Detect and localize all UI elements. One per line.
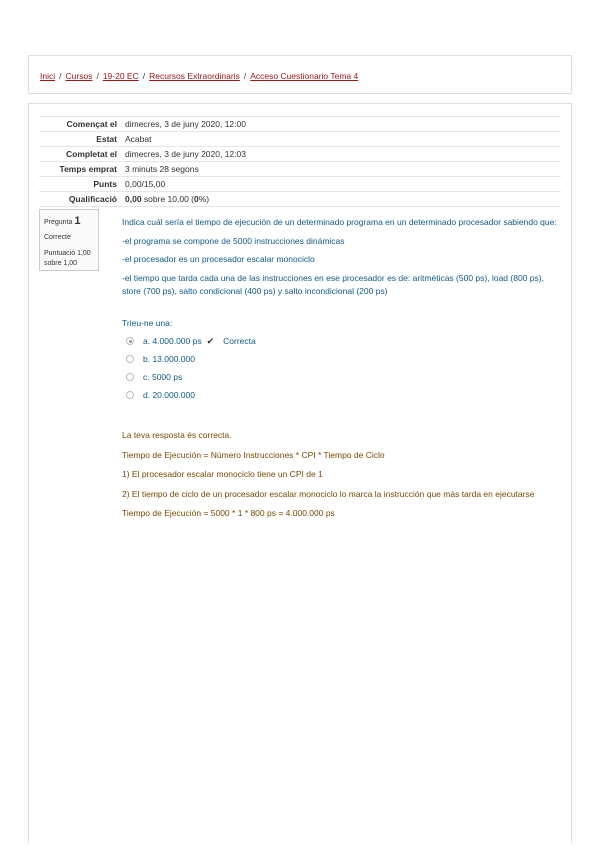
- answer-options: [122, 318, 562, 404]
- answer-option-b[interactable]: [122, 350, 562, 368]
- breadcrumb-courses-link[interactable]: Cursos: [65, 71, 93, 81]
- feedback-line: Tiempo de Ejecución = 5000 * 1 * 800 ps = 4.000.000 ps: [122, 508, 335, 519]
- answer-option-c[interactable]: [122, 368, 562, 386]
- summary-row-grade: [39, 192, 561, 207]
- summary-label: Començat el: [66, 119, 117, 129]
- summary-value: dimecres, 3 de juny 2020, 12:00: [125, 119, 246, 129]
- answer-prompt: Trieu-ne una:: [122, 318, 173, 328]
- breadcrumb-separator: /: [243, 71, 247, 81]
- question-number: [44, 214, 94, 229]
- question-number-value: 1: [74, 215, 81, 227]
- summary-value: 0,00/15,00: [125, 179, 166, 189]
- answer-option-label: a. 4.000.000 ps: [143, 336, 202, 346]
- answer-option-d[interactable]: [122, 386, 562, 404]
- question-paragraph: Indica cuál sería el tiempo de ejecución de un determinado programa en un determinado procesador sabiendo que:: [122, 217, 557, 227]
- summary-label: Completat el: [65, 149, 117, 159]
- feedback-line: Tiempo de Ejecución = Número Instrucciones * CPI * Tiempo de Ciclo: [122, 449, 385, 460]
- summary-label: Temps emprat: [59, 164, 117, 174]
- summary-row-time-taken: [39, 162, 561, 177]
- question-state: Correcte: [44, 234, 71, 242]
- question-mark: Puntuació 1,00 sobre 1,00: [44, 250, 91, 267]
- summary-value: 3 minuts 28 segons: [125, 164, 199, 174]
- answer-option-label: b. 13.000.000: [143, 354, 195, 364]
- grade-percent-suffix: %): [198, 194, 210, 204]
- feedback-line: 2) El tiempo de ciclo de un procesador escalar monociclo lo marca la instrucción que más tarda en ejecutarse: [122, 488, 535, 499]
- answer-option-label: c. 5000 ps: [143, 372, 183, 382]
- breadcrumb-section-link[interactable]: Recursos Extraordinaris: [149, 71, 240, 81]
- summary-row-state: [39, 132, 561, 147]
- grade-value: [121, 192, 561, 207]
- feedback-line: 1) El procesador escalar monociclo tiene un CPI de 1: [122, 469, 323, 480]
- question-info-box: [39, 209, 99, 271]
- answer-option-label: d. 20.000.000: [143, 390, 195, 400]
- grade-score: 0,00: [125, 194, 142, 204]
- question-paragraph: -el tiempo que tarda cada una de las instrucciones en ese procesador es de: aritméticas (500 ps), load (800 ps), store (700 ps), salto condicional (400 ps) y salto incondicional (200 ps): [122, 272, 544, 297]
- grade-percent: 0: [194, 194, 199, 204]
- attempt-summary-table: [39, 116, 561, 207]
- radio-selected[interactable]: [126, 337, 134, 345]
- summary-value: Acabat: [125, 134, 152, 144]
- summary-label: Qualificació: [68, 194, 117, 204]
- feedback-line: La teva resposta és correcta.: [122, 430, 232, 440]
- answer-option-a[interactable]: [122, 332, 562, 350]
- breadcrumb-home-link[interactable]: Inici: [40, 71, 56, 81]
- question-text: [122, 216, 562, 304]
- summary-row-marks: [39, 177, 561, 192]
- radio-button[interactable]: [126, 355, 134, 363]
- breadcrumb-container: [28, 55, 572, 94]
- question-paragraph: -el programa se compone de 5000 instrucciones dinámicas: [122, 235, 345, 246]
- answer-feedback: [122, 429, 562, 527]
- quiz-review-region: [28, 103, 572, 843]
- radio-button[interactable]: [126, 391, 134, 399]
- breadcrumb-course-link[interactable]: 19-20 EC: [102, 71, 139, 81]
- breadcrumb-quiz-link[interactable]: Acceso Cuestionario Tema 4: [250, 71, 359, 81]
- correct-label: Correcta: [223, 336, 256, 346]
- summary-label: Punts: [93, 179, 117, 189]
- breadcrumb-separator: /: [59, 71, 62, 81]
- summary-label: Estat: [96, 134, 117, 144]
- grade-out-of: sobre 10,00 (: [143, 194, 195, 204]
- radio-button[interactable]: [126, 373, 134, 381]
- breadcrumb: [40, 71, 358, 81]
- summary-row-started: [39, 117, 561, 132]
- question-label: Pregunta: [44, 219, 73, 226]
- check-icon: ✔: [206, 335, 215, 346]
- summary-value: dimecres, 3 de juny 2020, 12:03: [125, 149, 246, 159]
- breadcrumb-separator: /: [142, 71, 146, 81]
- question-paragraph: -el procesador es un procesador escalar monociclo: [122, 254, 315, 265]
- breadcrumb-separator: /: [96, 71, 99, 81]
- summary-row-completed: [39, 147, 561, 162]
